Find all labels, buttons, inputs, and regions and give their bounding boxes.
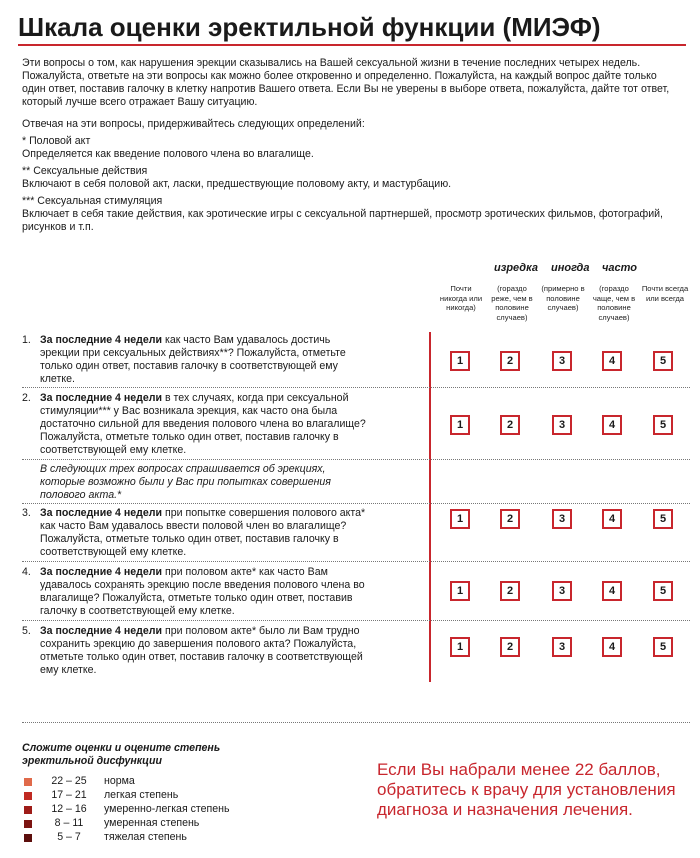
q1-option-4[interactable]: 4 xyxy=(602,351,622,371)
q4-option-5[interactable]: 5 xyxy=(653,581,673,601)
divider xyxy=(22,561,690,562)
question-period: За последние 4 недели xyxy=(40,507,163,519)
section-note: В следующих трех вопросах спрашивается об эрекциях, которые возможно были у Вас при попытках совершения полового акта.* xyxy=(40,463,331,501)
q1-option-1[interactable]: 1 xyxy=(450,351,470,371)
q2-option-3[interactable]: 3 xyxy=(552,415,572,435)
divider xyxy=(22,620,690,621)
question-number: 4. xyxy=(22,566,31,578)
score-color-square xyxy=(24,806,32,814)
score-color-square xyxy=(24,792,32,800)
score-range: 8 – 11 xyxy=(54,817,84,829)
q5-option-4[interactable]: 4 xyxy=(602,637,622,657)
column-sub-always: Почти всегда или всегда xyxy=(641,284,689,303)
definitions xyxy=(22,118,682,234)
definition-desc-stimulation: Включает в себя такие действия, как эротические игры с сексуальной партнершей, просмотр эротических фильмов, фотографий, рисунков и т.п. xyxy=(22,208,663,233)
score-range: 5 – 7 xyxy=(57,831,81,843)
question-period: За последние 4 недели xyxy=(40,566,163,578)
q1-option-3[interactable]: 3 xyxy=(552,351,572,371)
q2-option-2[interactable]: 2 xyxy=(500,415,520,435)
q5-option-3[interactable]: 3 xyxy=(552,637,572,657)
score-label: умеренно-легкая степень xyxy=(104,803,230,815)
definition-term-activity: ** Сексуальные действия xyxy=(22,165,148,177)
question-text: при половом акте* было ли Вам трудно сохранить эрекцию до завершения полового акта? Пожалуйста, отметьте только один ответ, поставив галочку в соответствующей ему клетке. xyxy=(40,625,363,676)
definition-desc-intercourse: Определяется как введение полового члена во влагалище. xyxy=(22,148,314,160)
column-sub-sometimes: (примерно в половине случаев) xyxy=(541,284,585,312)
q4-option-1[interactable]: 1 xyxy=(450,581,470,601)
column-head-sometimes: иногда xyxy=(551,262,590,274)
q2-option-1[interactable]: 1 xyxy=(450,415,470,435)
score-range: 12 – 16 xyxy=(51,803,87,815)
divider xyxy=(22,459,690,460)
column-head-often: часто xyxy=(602,262,638,274)
q5-option-5[interactable]: 5 xyxy=(653,637,673,657)
question-number: 2. xyxy=(22,392,31,404)
score-label: норма xyxy=(104,775,135,787)
question-text: при половом акте* как часто Вам удавалось сохранять эрекцию после введения полового члена во влагалище? Пожалуйста, отметьте только один ответ, поставив галочку в соответствующей ему клетке. xyxy=(40,566,365,617)
question-number: 1. xyxy=(22,334,31,346)
definition-term-intercourse: * Половой акт xyxy=(22,135,91,147)
summary-heading: Сложите оценки и оцените степень эректильной дисфункции xyxy=(22,742,221,767)
definition-desc-activity: Включают в себя половой акт, ласки, предшествующие половому акту, и мастурбацию. xyxy=(22,178,452,190)
column-sub-rarely: (гораздо реже, чем в половине случаев) xyxy=(491,284,533,322)
definitions-lead: Отвечая на эти вопросы, придерживайтесь следующих определений: xyxy=(22,118,365,130)
question-period: За последние 4 недели xyxy=(40,392,163,404)
score-range: 22 – 25 xyxy=(51,775,87,787)
score-label: тяжелая степень xyxy=(104,831,187,843)
question-number: 3. xyxy=(22,507,31,519)
page-title: Шкала оценки эректильной функции (МИЭФ) xyxy=(18,8,686,46)
question-number: 5. xyxy=(22,625,31,637)
intro-text: Эти вопросы о том, как нарушения эрекции сказывались на Вашей сексуальной жизни в течение последних четырех недель. Пожалуйста, ответьте на эти вопросы как можно более откровенно и определенно. Пожалуйста, на каждый вопрос дайте только один ответ, поставив галочку в клетку напротив Вашего ответа. Если Вы не уверены в выборе ответа, пожалуйста, дайте тот ответ, который лучше всего отражает Вашу ситуацию. xyxy=(22,57,670,108)
question-period: За последние 4 недели xyxy=(40,334,163,346)
q3-option-5[interactable]: 5 xyxy=(653,509,673,529)
divider xyxy=(22,503,690,504)
advice-text: Если Вы набрали менее 22 баллов, обратитесь к врачу для установления диагноза и назначения лечения. xyxy=(377,760,676,819)
column-sub-never: Почти никогда или никогда) xyxy=(439,284,483,312)
score-range: 17 – 21 xyxy=(51,789,87,801)
q2-option-4[interactable]: 4 xyxy=(602,415,622,435)
score-color-square xyxy=(24,820,32,828)
divider xyxy=(22,722,690,723)
q3-option-2[interactable]: 2 xyxy=(500,509,520,529)
q5-option-2[interactable]: 2 xyxy=(500,637,520,657)
question-text: как часто Вам удавалось достичь эрекции при сексуальных действиях**? Пожалуйста, отметьте только один ответ, поставив галочку в соответствующей ему клетке. xyxy=(40,334,346,385)
q4-option-4[interactable]: 4 xyxy=(602,581,622,601)
score-label: умеренная степень xyxy=(104,817,200,829)
answer-divider xyxy=(429,332,431,682)
q3-option-1[interactable]: 1 xyxy=(450,509,470,529)
column-head-rarely: изредка xyxy=(494,262,538,274)
q3-option-4[interactable]: 4 xyxy=(602,509,622,529)
q1-option-5[interactable]: 5 xyxy=(653,351,673,371)
score-color-square xyxy=(24,778,32,786)
question-text: в тех случаях, когда при сексуальной стимуляции*** у Вас возникала эрекция, как часто она была достаточно сильной для введения полового члена во влагалище? Пожалуйста, отметьте только один ответ, поставив галочку в соответствующей ему клетке. xyxy=(40,392,366,456)
q2-option-5[interactable]: 5 xyxy=(653,415,673,435)
q4-option-3[interactable]: 3 xyxy=(552,581,572,601)
divider xyxy=(22,387,690,388)
column-sub-often: (гораздо чаще, чем в половине случаев) xyxy=(592,284,636,322)
q4-option-2[interactable]: 2 xyxy=(500,581,520,601)
score-label: легкая степень xyxy=(104,789,179,801)
q5-option-1[interactable]: 1 xyxy=(450,637,470,657)
q3-option-3[interactable]: 3 xyxy=(552,509,572,529)
definition-term-stimulation: *** Сексуальная стимуляция xyxy=(22,195,163,207)
question-text: при попытке совершения полового акта* как часто Вам удавалось ввести половой член во влагалище? Пожалуйста, отметьте только один ответ, поставив галочку в соответствующей ему клетке. xyxy=(40,507,366,558)
question-period: За последние 4 недели xyxy=(40,625,163,637)
q1-option-2[interactable]: 2 xyxy=(500,351,520,371)
score-color-square xyxy=(24,834,32,842)
